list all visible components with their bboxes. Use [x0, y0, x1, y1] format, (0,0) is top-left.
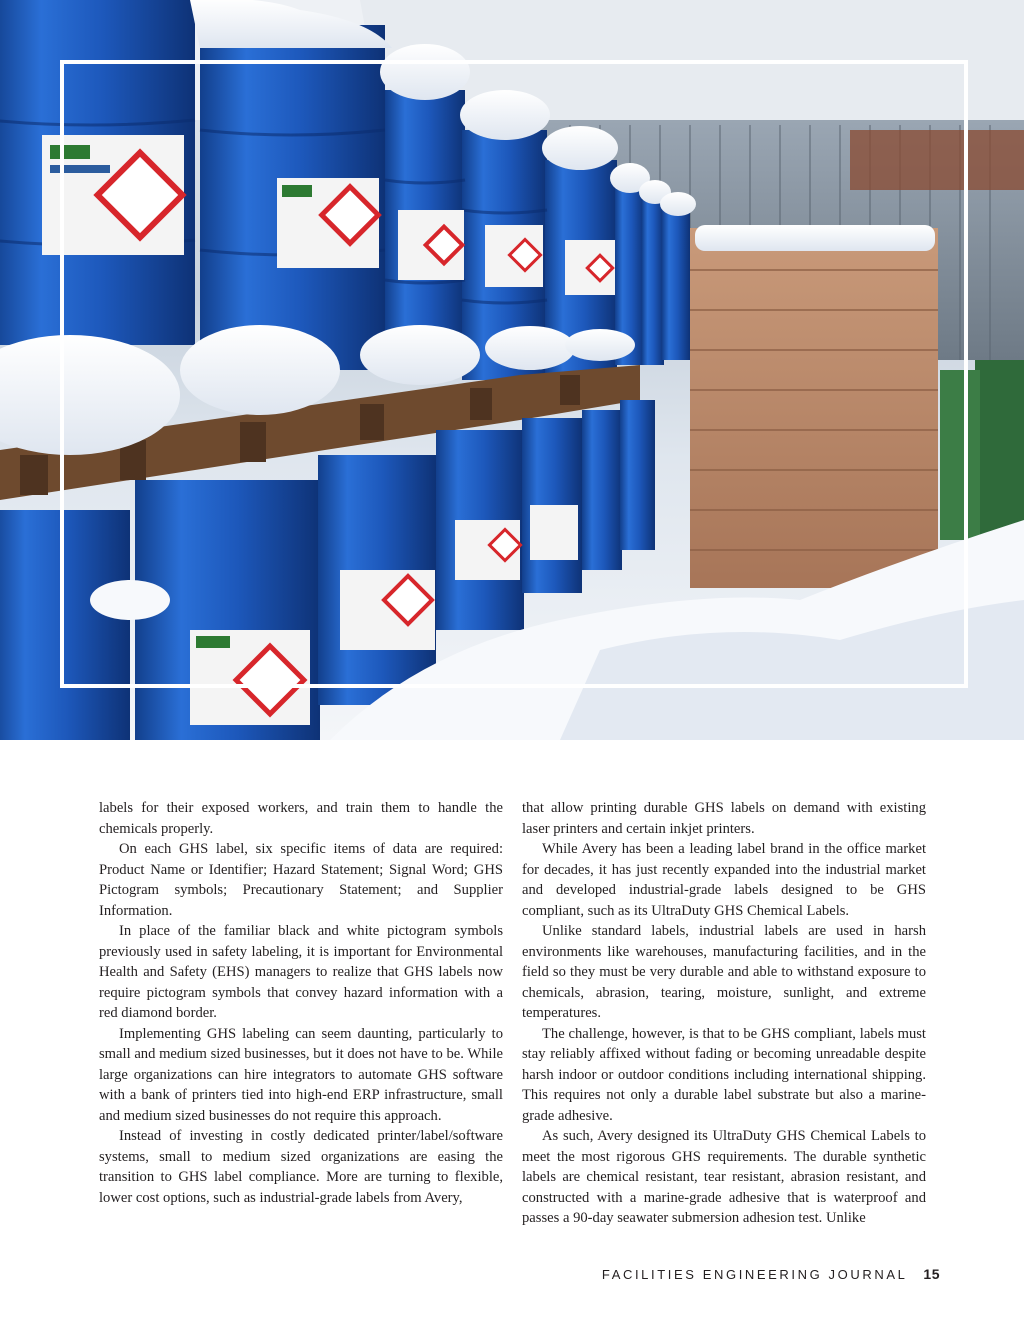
page-footer: [602, 1266, 940, 1282]
paragraph: that allow printing durable GHS labels on demand with existing laser printers and certain inkjet printers.: [522, 800, 926, 837]
paragraph: While Avery has been a leading label brand in the office market for decades, it has just recently expanded into the industrial market and developed industrial-grade labels designed to be GHS compliant, such as its UltraDuty GHS Chemical Labels.: [522, 841, 926, 919]
article-column-right: [522, 798, 926, 1229]
paragraph: labels for their exposed workers, and train them to handle the chemicals properly.: [99, 800, 503, 837]
publication-name: FACILITIES ENGINEERING JOURNAL: [601, 1267, 908, 1282]
paragraph: On each GHS label, six specific items of data are required: Product Name or Identifier; Hazard Statement; Signal Word; GHS Pictogram symbols; Precautionary Statement; and Supplier Information.: [99, 841, 503, 919]
paragraph: Implementing GHS labeling can seem daunting, particularly to small and medium sized businesses, but it does not have to be. While large organizations can hire integrators to automate GHS software with a bank of printers tied into high-end ERP infrastructure, small and medium sized businesses do not require this approach.: [99, 1025, 503, 1124]
paragraph: The challenge, however, is that to be GHS compliant, labels must stay reliably affixed without fading or becoming unreadable despite harsh indoor or outdoor conditions including international shipping. This requires not only a durable label substrate but also a marine-grade adhesive.: [522, 1025, 926, 1124]
paragraph: Unlike standard labels, industrial labels are used in harsh environments like warehouses, manufacturing facilities, and in the field so they must be very durable and able to withstand exposure to chemicals, abrasion, tearing, moisture, sunlight, and extreme temperatures.: [522, 923, 926, 1021]
page-number: 15: [923, 1266, 940, 1282]
paragraph: As such, Avery designed its UltraDuty GHS Chemical Labels to meet the most rigorous GHS requirements. The durable synthetic labels are chemical resistant, tear resistant, abrasion resistant, and constructed with a marine-grade adhesive that is waterproof and passes a 90-day seawater submersion adhesion test. Unlike: [522, 1128, 926, 1226]
photo-frame: [60, 60, 968, 688]
paragraph: Instead of investing in costly dedicated printer/label/software systems, small to medium sized organizations are easing the transition to GHS label compliance. More are turning to flexible, lower cost options, such as industrial-grade labels from Avery,: [99, 1128, 503, 1206]
paragraph: In place of the familiar black and white pictogram symbols previously used in safety labeling, it is important for Environmental Health and Safety (EHS) managers to realize that GHS labels now require pictogram symbols that convey hazard information with a red diamond border.: [99, 923, 503, 1021]
article-column-left: [99, 798, 503, 1208]
